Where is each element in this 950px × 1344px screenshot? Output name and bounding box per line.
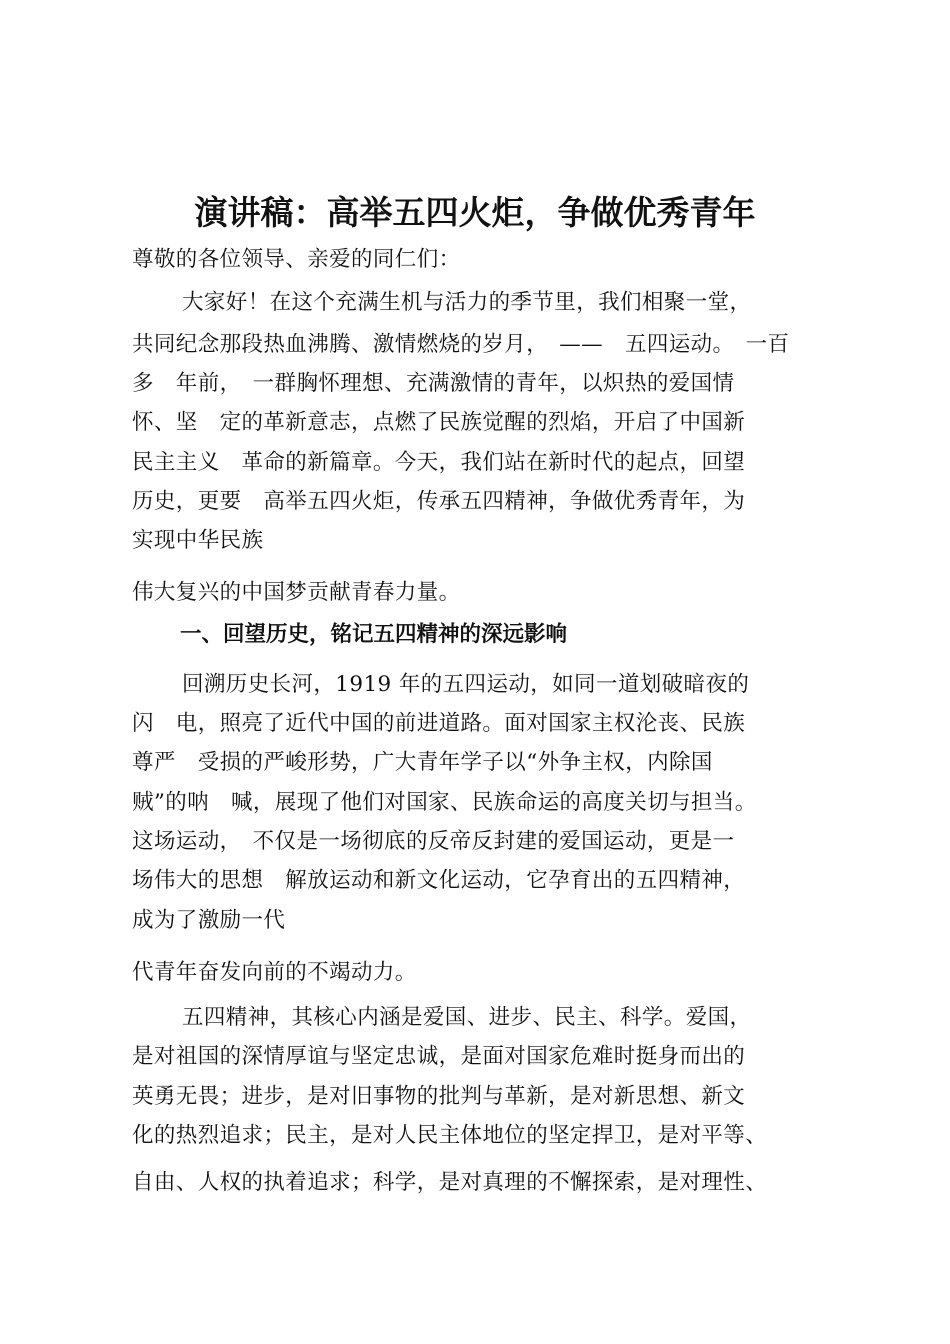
- paragraph-line: 五四精神，其核心内涵是爱国、进步、民主、科学。爱国，: [182, 1005, 752, 1030]
- paragraph-line: 怀、坚 定的革新意志，点燃了民族觉醒的烈焰，开启了中国新: [132, 410, 746, 435]
- paragraph-line: 成为了激励一代: [132, 908, 286, 933]
- paragraph-line: 闪 电，照亮了近代中国的前进道路。面对国家主权沦丧、民族: [132, 711, 746, 736]
- paragraph-line: 这场运动， 不仅是一场彻底的反帝反封建的爱国运动，更是一: [132, 829, 735, 854]
- paragraph-line: 场伟大的思想 解放运动和新文化运动，它孕育出的五四精神，: [132, 868, 746, 893]
- paragraph-line: 代青年奋发向前的不竭动力。: [132, 960, 417, 985]
- paragraph-line: 历史，更要 高举五四火炬，传承五四精神，争做优秀青年，为: [132, 489, 746, 514]
- paragraph-line: 民主主义 革命的新篇章。今天，我们站在新时代的起点，回望: [132, 450, 746, 475]
- section-heading: 一、回望历史，铭记五四精神的深远影响: [180, 622, 568, 647]
- paragraph-line: 大家好！在这个充满生机与活力的季节里，我们相聚一堂，: [182, 290, 752, 315]
- paragraph-line: 回溯历史长河，1919 年的五四运动，如同一道划破暗夜的: [182, 672, 750, 697]
- paragraph-line: 英勇无畏；进步，是对旧事物的批判与革新，是对新思想、新文: [132, 1084, 746, 1109]
- paragraph-line: 尊严 受损的严峻形势，广大青年学子以“外争主权，内除国: [132, 750, 713, 775]
- paragraph-line: 是对祖国的深情厚谊与坚定忠诚，是面对国家危难时挺身而出的: [132, 1044, 746, 1069]
- paragraph-line: 化的热烈追求；民主，是对人民主体地位的坚定捍卫，是对平等、: [132, 1123, 768, 1148]
- document-title: 演讲稿：高举五四火炬，争做优秀青年: [194, 193, 756, 232]
- salutation: 尊敬的各位领导、亲爱的同仁们：: [132, 247, 461, 272]
- paragraph-line: 自由、人权的执着追求；科学，是对真理的不懈探索，是对理性、: [132, 1170, 768, 1195]
- paragraph-line: 实现中华民族: [132, 528, 264, 553]
- paragraph-line: 伟大复兴的中国梦贡献青春力量。: [132, 580, 461, 605]
- paragraph-line: 共同纪念那段热血沸腾、激情燃烧的岁月， —— 五四运动。 一百: [132, 332, 790, 357]
- paragraph-line: 贼”的呐 喊，展现了他们对国家、民族命运的高度关切与担当。: [132, 790, 757, 815]
- paragraph-line: 多 年前， 一群胸怀理想、充满激情的青年，以炽热的爱国情: [132, 371, 735, 396]
